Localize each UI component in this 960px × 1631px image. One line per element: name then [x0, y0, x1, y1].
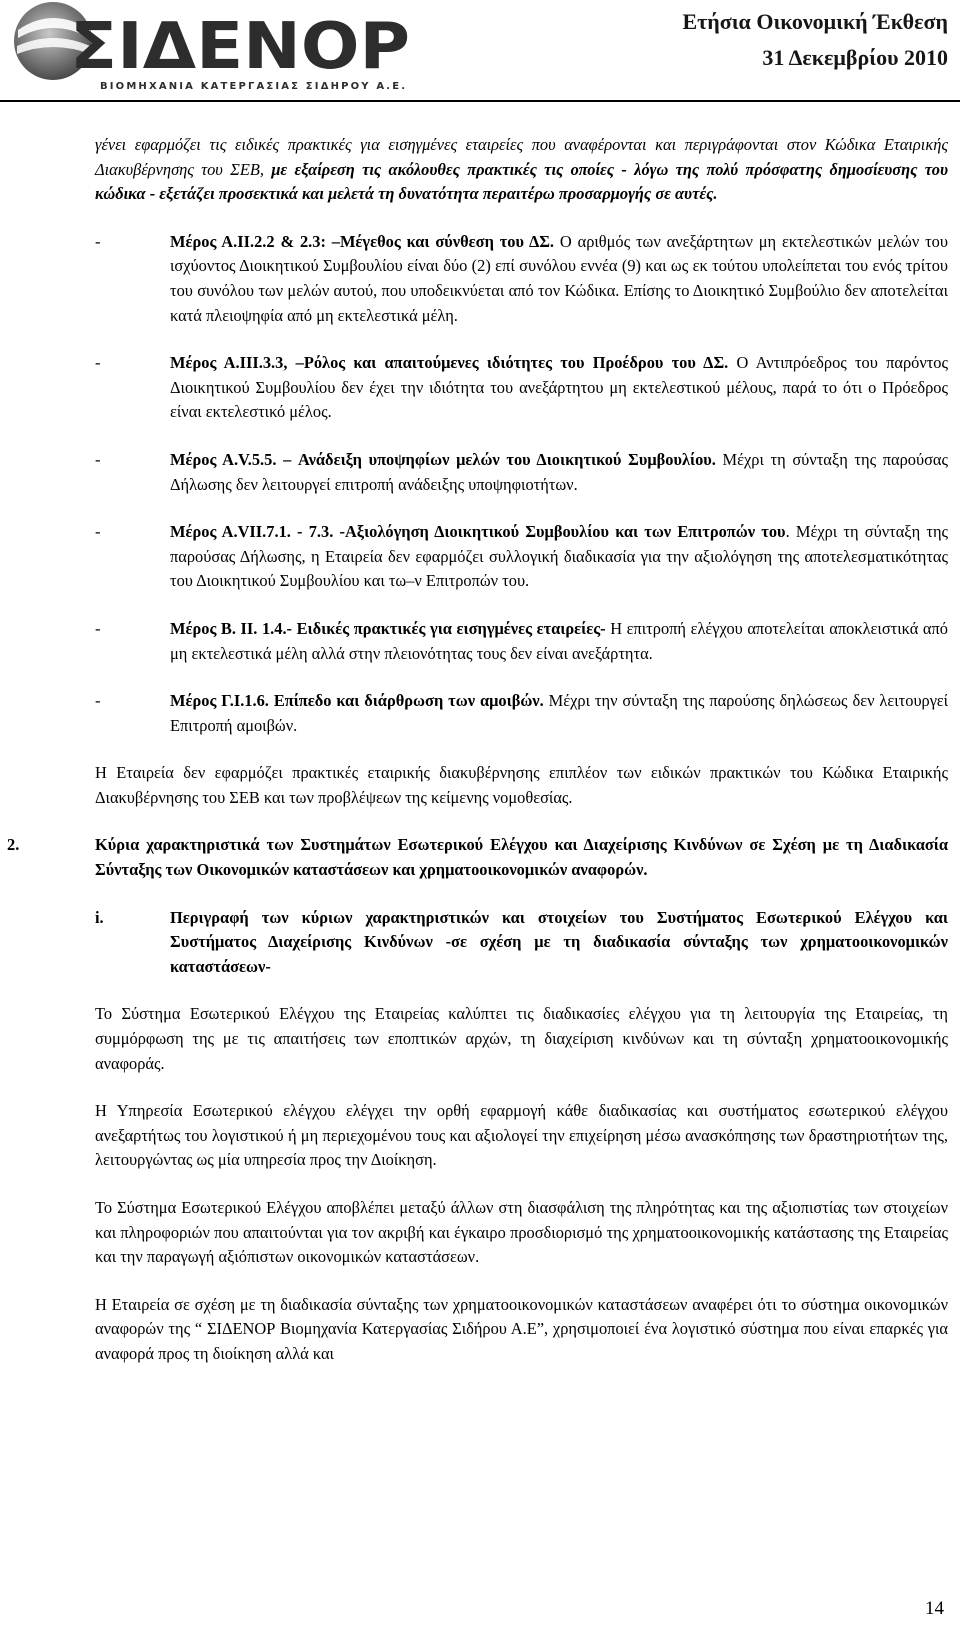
governance-paragraph: Η Εταιρεία δεν εφαρμόζει πρακτικές εταιρικής διακυβέρνησης επιπλέον των ειδικών πρακτικών του Κώδικα Εταιρικής Διακυβέρνησης του ΣΕΒ και των προβλέψεων της κείμενης νομοθεσίας. [95, 763, 948, 807]
sidenor-logo [12, 0, 437, 97]
report-date: 31 Δεκεμβρίου 2010 [762, 45, 948, 70]
exception-item: - Μέρος Γ.Ι.1.6. Επίπεδο και διάρθρωση των αμοιβών. Μέχρι την σύνταξη της παρούσης δηλώσεως δεν λειτουργεί Επιτροπή αμοιβών. [95, 691, 948, 735]
subsection-heading: i. Περιγραφή των κύριων χαρακτηριστικών και στοιχείων του Συστήματος Εσωτερικού Ελέγχου και Συστήματος Διαχείρισης Κινδύνων -σε σχέση με τη διαδικασία σύνταξης των χρηματοοικονομικών καταστάσεων- [95, 907, 948, 976]
exception-item: - Μέρος Α.VII.7.1. - 7.3. -Αξιολόγηση Διοικητικού Συμβουλίου και των Επιτροπών του. Μέχρι τη σύνταξη της παρούσας Δήλωσης, η Εταιρεία δεν εφαρμόζει συλλογική διαδικασία για την αξιολόγηση της αποτελεσματικότητας του Διοικητικού Συμβουλίου και τω–ν Επιτροπών του. [95, 522, 949, 591]
intro-paragraph: γένει εφαρμόζει τις ειδικές πρακτικές για εισηγμένες εταιρείες που αναφέρονται και περιγράφονται στον Κώδικα Εταιρικής Διακυβέρνησης του ΣΕΒ, με εξαίρεση τις ακόλουθες πρακτικές τις οποίες - λόγω της πολύ πρόσφατης δημοσίευσης του κώδικα - εξετάζει προσεκτικά και μελετά τη δυνατότητα περαιτέρω προσαρμογής σε αυτές. [95, 135, 949, 204]
body-paragraph: Η Υπηρεσία Εσωτερικού ελέγχου ελέγχει την ορθή εφαρμογή κάθε διαδικασίας και συστήματος εσωτερικού ελέγχου ανεξαρτήτως του λογιστικού ή μη περιεχομένου τους και αξιολογεί την επιχείρηση μέσω ανασκόπησης των δραστηριοτήτων της, λειτουργώντας ως μία υπηρεσία προς την Διοίκηση. [95, 1101, 948, 1170]
page-number: 14 [925, 1598, 944, 1619]
header-rule [0, 100, 960, 102]
exception-item: - Μέρος Β. ΙΙ. 1.4.- Ειδικές πρακτικές για εισηγμένες εταιρείες- Η επιτροπή ελέγχου αποτελείται αποκλειστικά από μη εκτελεστικά μέλη αλλά στην πλειονότητας τους δεν είναι ανεξάρτητα. [95, 618, 948, 663]
logo-text: ΣΙΔΕΝΟΡ [70, 10, 410, 84]
section-heading: 2. Κύρια χαρακτηριστικά των Συστημάτων Εσωτερικού Ελέγχου και Διαχείρισης Κινδύνων σε Σχέση με τη Διαδικασία Σύνταξης των Οικονομικών καταστάσεων και χρηματοοικονομικών αναφορών. [7, 835, 948, 880]
exception-item: - Μέρος Α.ΙΙ.2.2 & 2.3: –Μέγεθος και σύνθεση του ΔΣ. Ο αριθμός των ανεξάρτητων μη εκτελεστικών μελών του ισχύοντος Διοικητικού Συμβουλίου είναι δύο (2) επί συνόλου εννέα (9) και ως εκ τούτου υπολείπεται του ενός τρίτου του συνόλου των μελών αυτού, που υποδεικνύεται από τον Κώδικα. Επίσης το Διοικητικό Συμβούλιο δεν αποτελείται κατά πλειοψηφία από μη εκτελεστικά μέλη. [95, 231, 948, 325]
page-header [0, 0, 960, 102]
report-header [682, 4, 948, 76]
exception-item: - Μέρος Α.ΙΙΙ.3.3, –Ρόλος και απαιτούμενες ιδιότητες του Προέδρου του ΔΣ. Ο Αντιπρόεδρος του παρόντος Διοικητικού Συμβουλίου δεν έχει την ιδιότητα του ανεξάρτητου μη εκτελεστικού μέλους, παρά το ότι ο Πρόεδρος είναι εκτελεστικό μέλος. [95, 353, 948, 422]
page-content [7, 133, 949, 1367]
exception-item: - Μέρος Α.V.5.5. – Ανάδειξη υποψηφίων μελών του Διοικητικού Συμβουλίου. Μέχρι τη σύνταξη της παρούσας Δήλωσης δεν λειτουργεί επιτροπή ανάδειξης υποψηφιοτήτων. [95, 449, 948, 494]
report-title: Ετήσια Οικονομική Έκθεση [682, 9, 948, 34]
body-paragraph: Η Εταιρεία σε σχέση με τη διαδικασία σύνταξης των χρηματοοικονομικών καταστάσεων αναφέρει ότι το σύστημα οικονομικών αναφορών της “ ΣΙΔΕΝΟΡ Βιομηχανία Κατεργασίας Σιδήρου Α.Ε”, χρησιμοποιεί ένα λογιστικό σύστημα που είναι επαρκές για αναφορά προς τη διοίκηση αλλά και [95, 1294, 948, 1363]
body-paragraph: Το Σύστημα Εσωτερικού Ελέγχου της Εταιρείας καλύπτει τις διαδικασίες ελέγχου για τη λειτουργία της Εταιρείας, τη συμμόρφωση της με τις απαιτήσεις των εποπτικών αρχών, τη διαχείριση κινδύνων και τη σύνταξη χρηματοοικονομικής αναφοράς. [95, 1004, 948, 1073]
body-paragraph: Το Σύστημα Εσωτερικού Ελέγχου αποβλέπει μεταξύ άλλων στη διασφάλιση της πληρότητας και της αξιοπιστίας των στοιχείων και πληροφοριών που απαιτούνται για τον ακριβή και έγκαιρο προσδιορισμό της χρηματοοικονομικής κατάστασης της Εταιρείας και την παραγωγή αξιόπιστων οικονομικών καταστάσεων. [95, 1198, 948, 1267]
logo-subtitle: ΒΙΟΜΗΧΑΝΙΑ ΚΑΤΕΡΓΑΣΙΑΣ ΣΙΔΗΡΟΥ Α.Ε. [100, 81, 406, 92]
